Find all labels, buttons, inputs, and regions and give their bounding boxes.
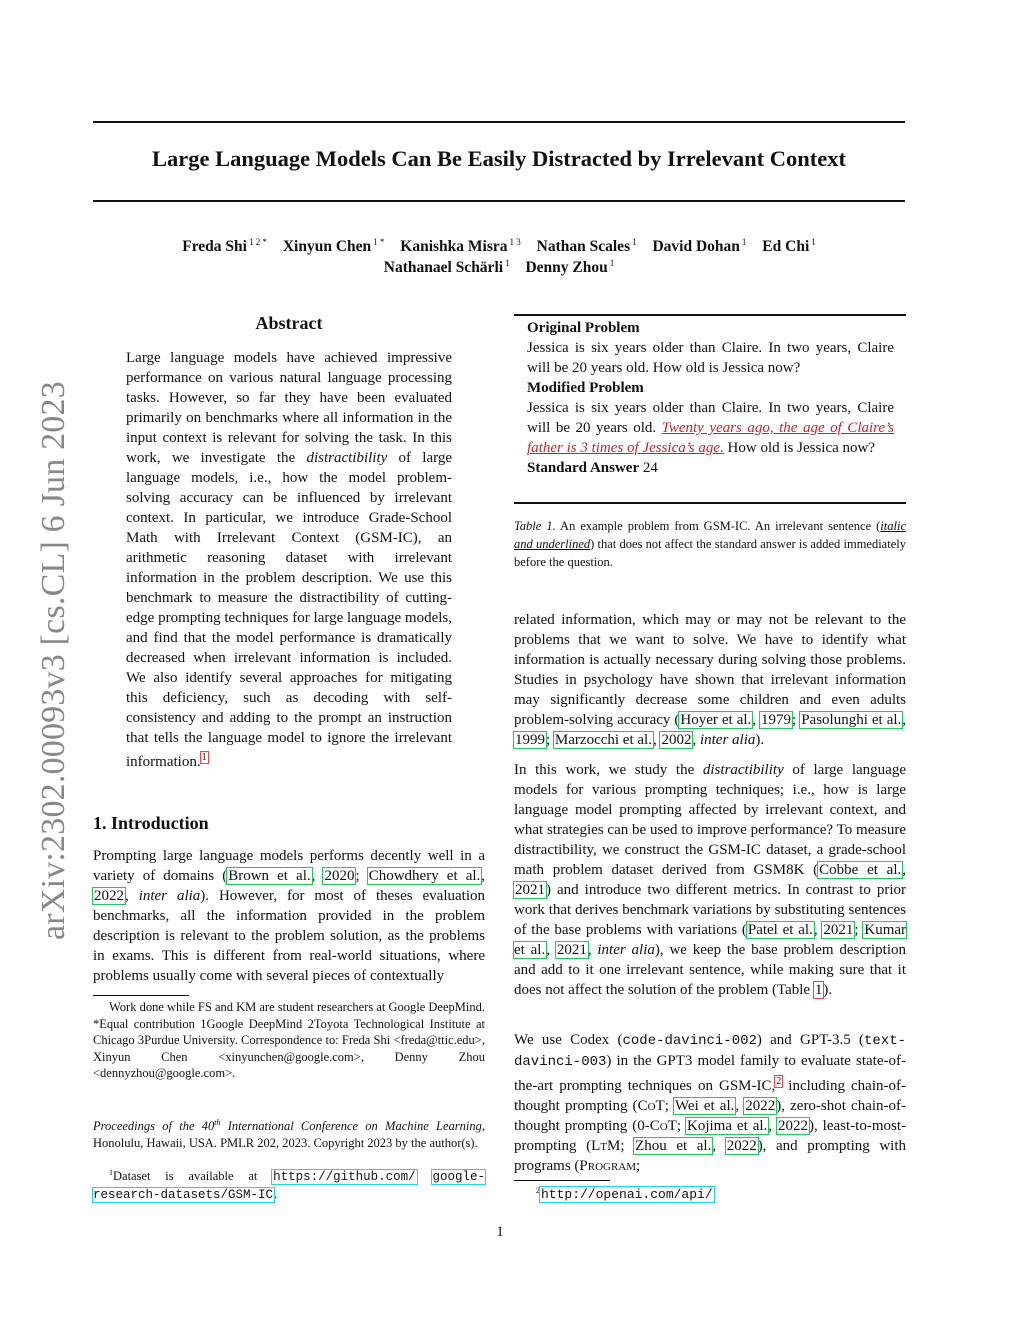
citation-link[interactable]: Zhou et al. xyxy=(635,1138,712,1154)
citation-link[interactable]: Chowdhery et al. xyxy=(368,868,481,884)
author: Xinyun Chen $^{1 *}$ xyxy=(282,237,385,255)
proceedings-note: Proceedings of the 40th International Conference on Machine Learning, Honolulu, Hawaii, USA. PMLR 202, 2023. Copyright 2023 by the author(s). xyxy=(93,1118,485,1150)
table-ref-link[interactable]: 1 xyxy=(814,982,823,998)
citation-link[interactable]: 2022 xyxy=(94,888,124,904)
right-paragraph-3: We use Codex (code-davinci-002) and GPT-3.5 (text-davinci-003) in the GPT3 model family to evaluate state-of-the-art prompting techniques on GSM-IC,$^2$ including chain-of-thought prompting (CoT; Wei et al., 2022), zero-shot chain-of-thought prompting (0-CoT; Kojima et al., 2022), least-to-most-prompting (LtM; Zhou et al., 2022), and prompting with programs (Program; xyxy=(514,1032,907,1174)
irrelevant-sentence: Twenty years ago, the age of Claire’s father is 3 times of Jessica’s age. xyxy=(527,420,894,456)
citation-link[interactable]: 2002 xyxy=(661,732,692,748)
citation-link[interactable]: Wei et al. xyxy=(674,1098,735,1114)
modified-problem: Jessica is six years older than Claire. In two years, Claire will be 20 years old. Twenty years ago, the age of Claire’s father is 3 times of Jessica’s age. How old is Jessica now? xyxy=(527,400,894,456)
table-caption: Table 1. An example problem from GSM-IC. An irrelevant sentence (italic and underlined) that does not affect the standard answer is added immediately before the question. xyxy=(514,519,906,569)
citation-link[interactable]: Patel et al. xyxy=(747,922,813,938)
citation-link[interactable]: 2021 xyxy=(556,942,587,958)
top-rule xyxy=(93,121,905,123)
right-paragraph-2: In this work, we study the distractibility of large language models for various prompting techniques; i.e., how is large language model prompting affected by irrelevant context, and what strategies can be used to improve performance? To measure distractibility, we construct the GSM-IC dataset, a grade-school math problem dataset derived from GSM8K (Cobbe et al., 2021) and introduce two different metrics. In contrast to prior work that derives benchmark variations by substituting sentences of the base problems with variations (Patel et al., 2021; Kumar et al., 2021, inter alia), we keep the base problem description and add to it one irrelevant sentence, while making sure that it does not affect the solution of the problem (Table 1). xyxy=(514,762,907,998)
dataset-url[interactable]: google-research-datasets/GSM-IC xyxy=(93,1170,486,1202)
table-1 xyxy=(527,318,894,478)
citation-link[interactable]: 2022 xyxy=(745,1098,776,1114)
intro-paragraph: Prompting large language models performs decently well in a variety of domains (Brown et al., 2020; Chowdhery et al., 2022, inter alia). However, for most of theses evaluation benchmarks, all the information provided in the problem description is relevant to the problem solution, as the problems in exams. This is different from real-world situations, where problems usually come with several pieces of contextually xyxy=(93,848,486,984)
author: Nathan Scales $^1$ xyxy=(536,237,637,255)
author: David Dohan $^1$ xyxy=(652,237,747,255)
original-problem-heading: Original Problem xyxy=(527,320,640,336)
table-bottom-rule xyxy=(514,502,906,504)
footnote-rule-right xyxy=(514,1180,610,1181)
modified-problem-heading: Modified Problem xyxy=(527,380,644,396)
citation-link[interactable]: 1999 xyxy=(515,732,545,748)
table-top-rule xyxy=(514,314,906,316)
affiliation-footnote: Work done while FS and KM are student researchers at Google DeepMind. *Equal contribution 1Google DeepMind 2Toyota Technological Institute at Chicago 3Purdue University. Correspondence to: Freda Shi <freda@ttic.edu>, Xinyun Chen <xinyunchen@google.com>, Denny Zhou <dennyzhou@google.com>. xyxy=(93,1000,485,1080)
abstract-heading: Abstract xyxy=(255,313,323,333)
title-rule xyxy=(93,200,905,202)
footnote-2: $^2$http://openai.com/api/ xyxy=(536,1186,713,1203)
author: Ed Chi $^1$ xyxy=(762,237,816,255)
page-number: 1 xyxy=(496,1224,504,1240)
citation-link[interactable]: 2021 xyxy=(823,922,854,938)
footnote-1: $^1$Dataset is available at https://github.com/ google-research-datasets/GSM-IC. xyxy=(93,1168,486,1202)
footnote-rule xyxy=(93,995,189,996)
abstract-body: Large language models have achieved impressive performance on various natural language processing tasks. However, so far they have been evaluated primarily on benchmarks where all information in the input context is relevant for solving the task. In this work, we investigate the distractibility of large language models, i.e., how the model problem-solving accuracy can be influenced by irrelevant context. In particular, we introduce Grade-School Math with Irrelevant Context (GSM-IC), an arithmetic reasoning dataset with irrelevant information in the problem description. We use this benchmark to measure the distractibility of cutting-edge prompting techniques for large language models, and find that the model performance is dramatically decreased when irrelevant information is included. We also identify several approaches for mitigating this deficiency, such as decoding with self-consistency and adding to the prompt an instruction that tells the language model to ignore the irrelevant information.$^1$ xyxy=(126,350,453,770)
arxiv-stamp: arXiv:2302.00093v3 [cs.CL] 6 Jun 2023 xyxy=(35,381,72,940)
footnote-ref[interactable]: 2 xyxy=(776,1076,782,1087)
standard-answer: Standard Answer 24 xyxy=(527,460,658,476)
openai-url[interactable]: http://openai.com/api/ xyxy=(541,1187,713,1203)
author: Kanishka Misra $^{1 3}$ xyxy=(400,237,521,255)
citation-link[interactable]: 2020 xyxy=(324,868,355,884)
original-problem: Jessica is six years older than Claire. In two years, Claire will be 20 years old. How old is Jessica now? xyxy=(527,340,894,376)
citation-link[interactable]: Kojima et al. xyxy=(686,1118,768,1134)
citation-link[interactable]: Marzocchi et al. xyxy=(554,732,652,748)
author-line-1 xyxy=(93,237,905,256)
author: Denny Zhou $^1$ xyxy=(525,258,615,276)
citation-link[interactable]: Pasolunghi et al. xyxy=(801,712,902,728)
section-heading-introduction: 1. Introduction xyxy=(93,813,209,833)
author: Freda Shi $^{1 2 *}$ xyxy=(182,237,267,255)
paper-title: Large Language Models Can Be Easily Distracted by Irrelevant Context xyxy=(152,146,846,171)
citation-link[interactable]: Kumar et al. xyxy=(514,922,907,958)
citation-link[interactable]: Cobbe et al. xyxy=(819,862,902,878)
right-paragraph-1: related information, which may or may not be relevant to the problems that we want to solve. We have to identify what information is actually necessary during solving those problems. Studies in psychology have shown that irrelevant information may significantly decrease some children and even adults problem-solving accuracy (Hoyer et al., 1979; Pasolunghi et al., 1999; Marzocchi et al., 2002, inter alia). xyxy=(514,612,907,748)
citation-link[interactable]: 1979 xyxy=(761,712,792,728)
citation-link[interactable]: Brown et al. xyxy=(228,868,311,884)
author: Nathanael Schärli $^1$ xyxy=(383,258,510,276)
dataset-url[interactable]: https://github.com/ xyxy=(273,1170,416,1185)
citation-link[interactable]: 2021 xyxy=(515,882,545,898)
author-line-2 xyxy=(93,258,905,277)
citation-link[interactable]: 2022 xyxy=(726,1138,757,1154)
citation-link[interactable]: Hoyer et al. xyxy=(680,712,752,728)
footnote-ref[interactable]: 1 xyxy=(201,752,207,763)
citation-link[interactable]: 2022 xyxy=(777,1118,808,1134)
